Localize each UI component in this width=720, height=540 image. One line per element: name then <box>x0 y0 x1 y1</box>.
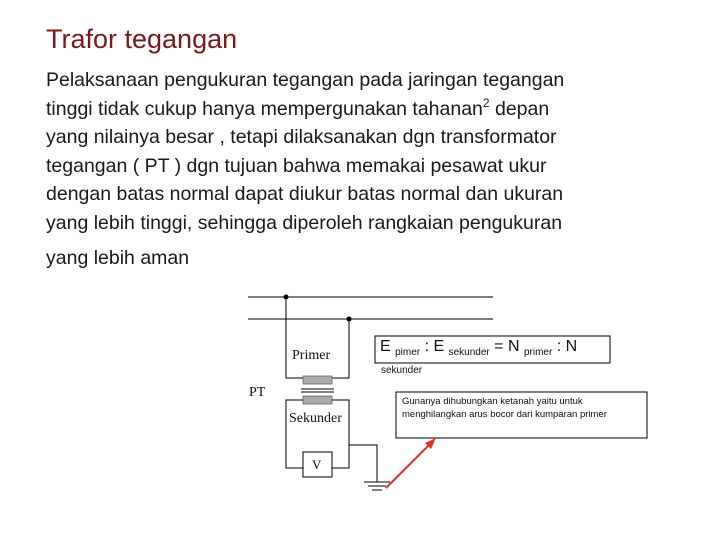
primary-wire <box>286 297 303 378</box>
paragraph-line: dengan batas normal dapat diukur batas normal dan ukuran <box>46 183 564 206</box>
primary-wire <box>332 319 349 378</box>
formula-wrap-subscript: sekunder <box>381 365 423 376</box>
voltage-ratio-formula: E $_{pimer}$ : E $_{sekunder}$ = N $_{primer}$ : N <box>380 338 578 359</box>
paragraph-line: tinggi tidak cukup hanya mempergunakan tahanan$^2$ depan <box>46 95 550 120</box>
pt-label: PT <box>249 385 266 400</box>
pointer-arrow <box>386 444 430 488</box>
paragraph-line: tegangan ( PT ) dgn tujuan bahwa memakai pesawat ukur <box>46 154 547 177</box>
paragraph-line: yang lebih tinggi, sehingga diperoleh rangkaian pengukuran <box>46 211 563 234</box>
voltmeter-label: V <box>312 457 322 472</box>
paragraph-line: yang nilainya besar , tetapi dilaksanakan dgn transformator <box>46 126 557 149</box>
superscript: 2 <box>482 95 490 110</box>
secondary-coil <box>303 396 332 404</box>
sekunder-label: Sekunder <box>289 411 342 426</box>
page-title: Trafor tegangan <box>46 24 238 54</box>
ground-wire <box>349 445 377 482</box>
paragraph-line: Pelaksanaan pengukuran tegangan pada jaringan tegangan <box>46 69 565 91</box>
paragraph-line: yang lebih aman <box>46 246 190 269</box>
grounding-note: Gunanya dihubungkan ketanah yaitu untuk menghilangkan arus bocor dari kumparan primer <box>402 396 607 420</box>
primary-coil <box>303 376 332 384</box>
primer-label: Primer <box>292 348 331 363</box>
